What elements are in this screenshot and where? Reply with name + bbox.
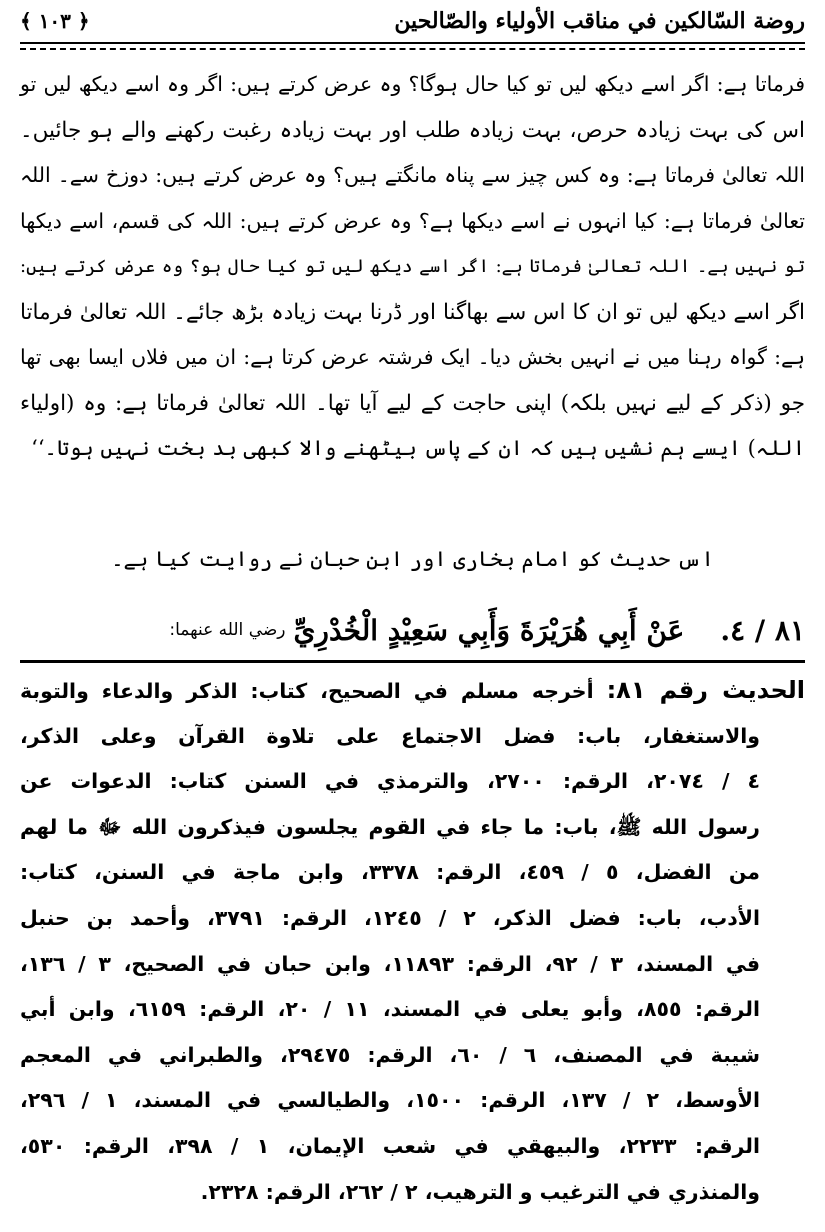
body-line: فرماتا ہے: اگر اسے دیکھ لیں تو کیا حال ہوگا؟ وہ عرض کرتے ہیں: اگر وہ اسے دیکھ لیں تو — [20, 72, 805, 96]
footnote-line: في المسند، ٣ / ٩٢، الرقم: ١١٨٩٣، وابن حبان في الصحيح، ٣ / ١٣٦، — [20, 951, 761, 976]
footnote-line: الرقم: ٨٥٥، وأبو يعلى في المسند، ١١ / ٢٠، الرقم: ٦١٥٩، وابن أبي — [20, 997, 760, 1022]
footnote-line: من الفضل، ٥ / ٤٥٩، الرقم: ٣٣٧٨، وابن ماجة في السنن، كتاب: — [20, 860, 760, 885]
footnote-line — [20, 668, 805, 714]
hadith-blessing: رضي الله عنهما: — [169, 620, 286, 640]
footnote-line: ٤ / ٢٠٧٤، الرقم: ٢٧٠٠، والترمذي في السنن كتاب: الدعوات عن — [20, 769, 760, 794]
footnote-lead: الحديث رقم ٨١: — [606, 676, 805, 704]
footnote — [20, 668, 805, 1215]
body-line: اگر اسے دیکھ لیں تو ان کا اس سے بھاگنا اور ڈرنا بہت زیادہ بڑھ جائے۔ اللہ تعالیٰ فرماتا — [20, 299, 805, 325]
footnote-line: والمنذري في الترغيب و الترهيب، ٢ / ٢٦٢، الرقم: ٢٣٢٨. — [200, 1179, 760, 1204]
footnote-line: والاستغفار، باب: فضل الاجتماع على تلاوة القرآن وعلى الذكر، — [20, 723, 760, 748]
page-number: ﴿ ١٠٣ ﴾ — [20, 9, 90, 33]
body-line: تعالیٰ فرماتا ہے: کیا انہوں نے اسے دیکھا ہے؟ وہ عرض کرتے ہیں: اللہ کی قسم، اسے دیکھا — [20, 208, 805, 233]
header-dashed-rule — [20, 48, 805, 50]
body-line: اللہ) ایسے ہم نشیں ہیں کہ ان کے پاس بیٹھنے والا کبھی بد بخت نہیں ہوتا۔‘‘ — [31, 436, 805, 460]
footnote-line: الرقم: ٢٢٣٣، والبيهقي في شعب الإيمان، ١ / ٣٩٨، الرقم: ٥٣٠، — [20, 1133, 760, 1158]
footnote-line: الأوسط، ٢ / ١٣٧، الرقم: ١٥٠٠، والطيالسي في المسند، ١ / ٢٩٦، — [20, 1088, 761, 1113]
body-line: اللہ تعالیٰ فرماتا ہے: وہ کس چیز سے پناہ مانگتے ہیں؟ وہ عرض کرتے ہیں: دوزخ سے۔ اللہ — [20, 163, 805, 187]
page-header — [20, 0, 805, 42]
hadith-chain: عَنْ أَبِي هُرَيْرَةَ وَأَبِي سَعِيْدٍ الْخُدْرِيِّ — [293, 613, 685, 647]
footnote-line: رسول الله ﷺ، باب: ما جاء في القوم يجلسون فيذكرون الله ﷻ ما لهم — [20, 814, 760, 839]
footnote-line: الأدب، باب: فضل الذكر، ٢ / ١٢٤٥، الرقم: ٣٧٩١، وأحمد بن حنبل — [20, 905, 761, 930]
body-line: اس کی بہت زیادہ حرص، بہت زیادہ طلب اور بہت زیادہ رغبت رکھنے والے ہو جائیں۔ — [20, 117, 805, 143]
narration-note: اس حدیث کو امام بخاری اور ابن حبان نے روایت کیا ہے۔ — [111, 547, 714, 571]
footnote-line: شيبة في المصنف، ٦ / ٦٠، الرقم: ٢٩٤٧٥، والطبراني في المعجم — [20, 1042, 760, 1067]
body-line: ہے: گواہ رہنا میں نے انہیں بخش دیا۔ ایک فرشتہ عرض کرتا ہے: ان میں فلاں ایسا بھی تھا — [20, 345, 805, 369]
body-line: جو (ذکر کے لیے نہیں بلکہ) اپنی حاجت کے لیے آیا تھا۔ اللہ تعالیٰ فرماتا ہے: وہ (اولیاء — [20, 390, 805, 416]
header-rule — [20, 42, 805, 44]
running-title: روضة السّالكين في مناقب الأولياء والصّالحين — [394, 8, 805, 34]
hadith-heading — [20, 606, 805, 654]
footnote-rule — [20, 660, 805, 663]
hadith-number: ٨١ / ٤. — [720, 613, 805, 647]
footnote-first-line: أخرجه مسلم في الصحيح، كتاب: الذكر والدعاء والتوبة — [20, 679, 594, 703]
urdu-translation — [20, 62, 805, 472]
body-line: تو نہیں ہے۔ اللہ تعالیٰ فرماتا ہے: اگر اسے دیکھ لیں تو کیا حال ہو؟ وہ عرض کرتے ہیں: — [20, 256, 805, 277]
